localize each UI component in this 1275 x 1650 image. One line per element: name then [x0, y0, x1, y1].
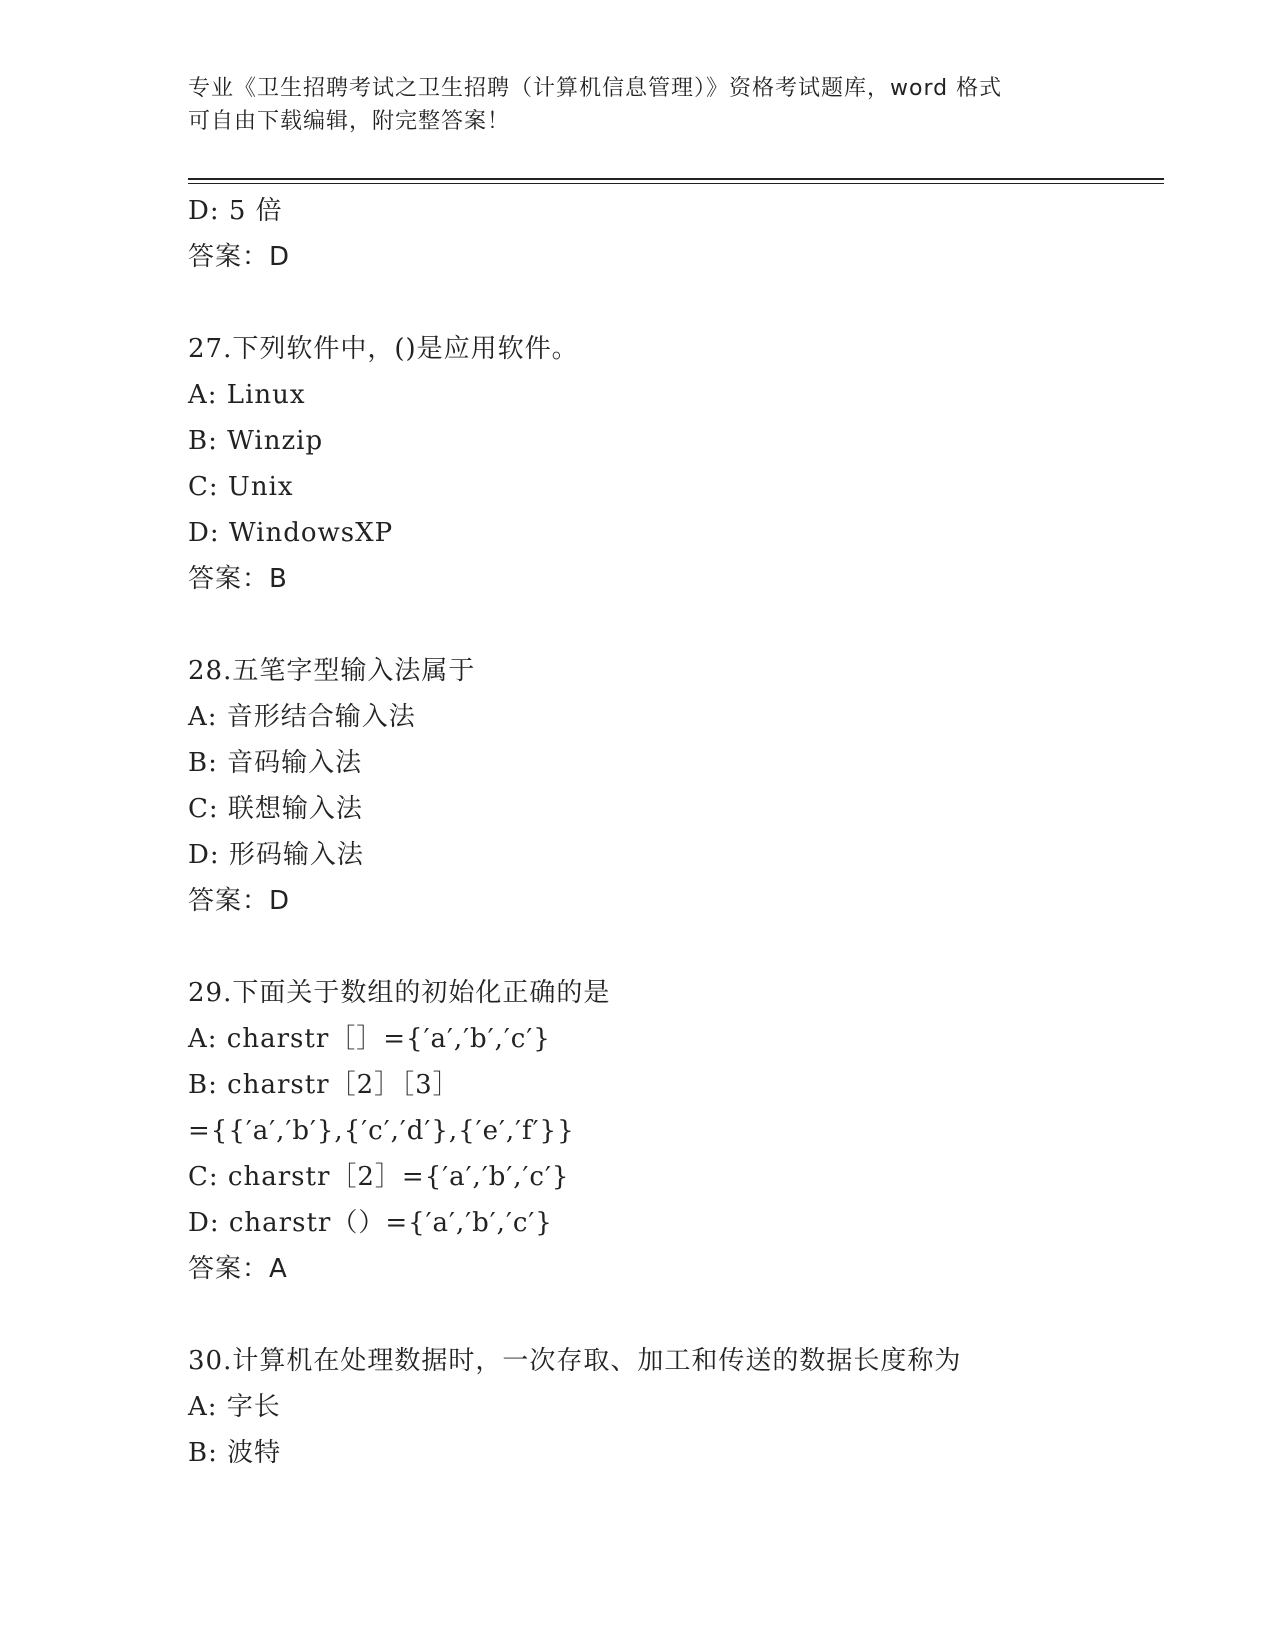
option-a: A: charstr［］={′a′,′b′,′c′} [188, 1024, 551, 1054]
answer: 答案：A [188, 1254, 288, 1284]
option-c: C: Unix [188, 472, 294, 502]
question-29 [188, 970, 1148, 1292]
spacer [188, 924, 1148, 970]
option-d: D: 形码输入法 [188, 840, 364, 870]
option-a: A: 音形结合输入法 [188, 702, 416, 732]
question-28 [188, 648, 1148, 924]
option-b: B: charstr［2］［3］ [188, 1070, 460, 1100]
question-27 [188, 326, 1148, 602]
header-rule-thick [188, 178, 1164, 180]
option-c: C: charstr［2］={′a′,′b′,′c′} [188, 1162, 570, 1192]
question-text: 27.下列软件中，()是应用软件。 [188, 334, 579, 364]
option-a: A: Linux [188, 380, 306, 410]
question-list [188, 188, 1148, 1476]
answer: 答案：D [188, 242, 291, 272]
answer: 答案：D [188, 886, 291, 916]
header-rule-thin [188, 183, 1164, 184]
spacer [188, 1292, 1148, 1338]
spacer [188, 280, 1148, 326]
question-text: 30.计算机在处理数据时，一次存取、加工和传送的数据长度称为 [188, 1346, 962, 1376]
question-26 [188, 188, 1148, 280]
option-d: D: 5 倍 [188, 196, 283, 226]
document-header [188, 72, 1088, 138]
option-d: D: charstr（）={′a′,′b′,′c′} [188, 1208, 553, 1238]
spacer [188, 602, 1148, 648]
option-b: B: Winzip [188, 426, 324, 456]
option-b: B: 波特 [188, 1438, 282, 1468]
header-line-2: 可自由下载编辑，附完整答案！ [188, 109, 511, 134]
question-30 [188, 1338, 1148, 1476]
option-b-continued: ={{′a′,′b′},{′c′,′d′},{′e′,′f′}} [188, 1116, 575, 1146]
header-line-1: 专业《卫生招聘考试之卫生招聘（计算机信息管理）》资格考试题库，word 格式 [188, 76, 1003, 101]
option-c: C: 联想输入法 [188, 794, 363, 824]
question-text: 29.下面关于数组的初始化正确的是 [188, 978, 611, 1008]
option-d: D: WindowsXP [188, 518, 394, 548]
option-b: B: 音码输入法 [188, 748, 363, 778]
option-a: A: 字长 [188, 1392, 281, 1422]
answer: 答案：B [188, 564, 288, 594]
question-text: 28.五笔字型输入法属于 [188, 656, 476, 686]
